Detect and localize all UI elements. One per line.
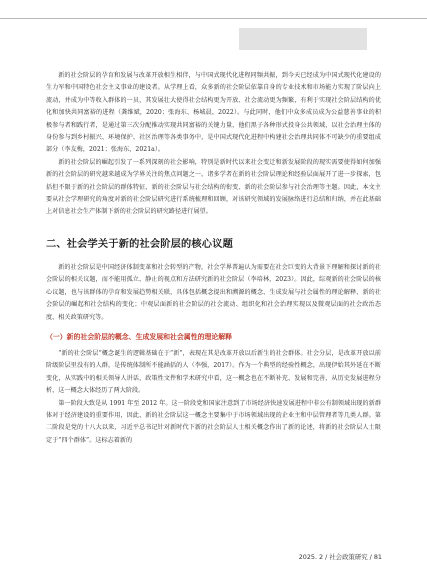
subsection-heading: （一）新的社会阶层的概念、生成发展和社会属性的理论解释 <box>46 332 233 341</box>
header-shaded-block <box>239 28 367 50</box>
body-paragraph: “新的社会阶层”概念诞生的逻辑基础在于“新”，表现在其是改革开放以后新生的社会群体。社会分层，是改革开放以前阶级阶层里没有的人群，是传统体制所不能涵括的人（李强，2017）。作为一个典型的经验性概念，出现伊始其外延在不断变化，从实践中的相关领导人讲话，政策性文件和学术研究中看，这一概念也在不断补充、发展和完善，从历史发展进程分析，这一概念大体经历了两大阶段。 <box>46 349 381 395</box>
header-rule <box>0 18 427 19</box>
article-body <box>46 70 381 447</box>
body-paragraph: 新的社会阶层的崛起引发了一系列深刻的社会影响，特别是新时代以来社会变迁和新发展阶段的现实需要使得如何加强新的社会阶层的研究越来越成为学界关注的焦点问题之一。诸多学者在新的社会阶层理论和经验层面展开了进一步探索，包括但不限于新的社会阶层的群体特征、新的社会阶层与社会结构的衔变、新的社会阶层参与社会治理等主题。因此，本文主要从社会学理研究的角度对新的社会阶层研究进行系统梳理和回顾，对该研究领域的发展脉络进行总结和归纳，并在此基础上对信息社会生产体制下新的社会阶层的研究路径进行展望。 <box>46 158 381 216</box>
body-paragraph: 新的社会阶层的孕育和发展与改革开放相生相伴，与中国式现代化进程同频共振，到今天已经成为中国式现代化建设的生力军和中国特色社会主义事业的建设者。从学理上看，众多新的社会阶层依靠自身的专业技术和市场能力实现了阶层向上流动，并成为中等收入群体的一员，其发展壮大使得社会结构更为开放、社会流动更为频繁，有利于实现社会阶层结构的优化和加快共同富裕的进程（龚维斌，2020；张海东、杨城晨，2022）。与此同时，他们中众多成员成为公益慈善事业的积极参与者和践行者，是通过第三次分配推动实现共同富裕的关键力量，他们黑子各种形式投身公共领域，以社会治理主体的身份参与到乡村振兴、环境保护、社区治理等各类事务中，是中国式现代化进程中构建社会治理共同体不可缺少的重要组成部分（李友梅，2021；张海东，2021a）。 <box>46 72 381 154</box>
body-paragraph: 第一阶段大致是从 1991 年至 2012 年。这一阶段党和国家注意到了市场经济快速发展进程中非公有制领域出现的新群体对于经济建设的重要作用，因此，新的社会阶层这一概念主要集中于市场领域出现的企业主和中层管理者等几类人群。第二阶段是党的十八大以来，习近平总书记针对新时代下新的社会阶层人士相关概念作出了新的论述，将新的社会阶层人士限定于“四个群体”。这标志着新的 <box>46 399 381 444</box>
page-footer: 2025. 2 / 社会政策研究 / 81 <box>298 553 382 561</box>
body-paragraph: 新的社会阶层是中国经济体制变革和社会转型的产物，社会学界普遍认为需要在社会巨变的大背景下理解和探讨新的社会阶层的相关议题，而不能用孤立、静止的视点和方法研究新的社会阶层（李培林，2023）。因此，综观新的社会阶层的核心议题，也与该群体的孕育和发展趋势相关联，具体包括概念提出和溯源的概念、生成发展与社会属性的理论解释、新的社会阶层的崛起和社会结构的变化；中观层面新的社会阶层的社会流动、组织化和社会治理实现以及微观层面的社会政治态度、相关政策研究等。 <box>46 263 381 321</box>
section-heading: 二、社会学关于新的社会阶层的核心议题 <box>46 238 233 250</box>
